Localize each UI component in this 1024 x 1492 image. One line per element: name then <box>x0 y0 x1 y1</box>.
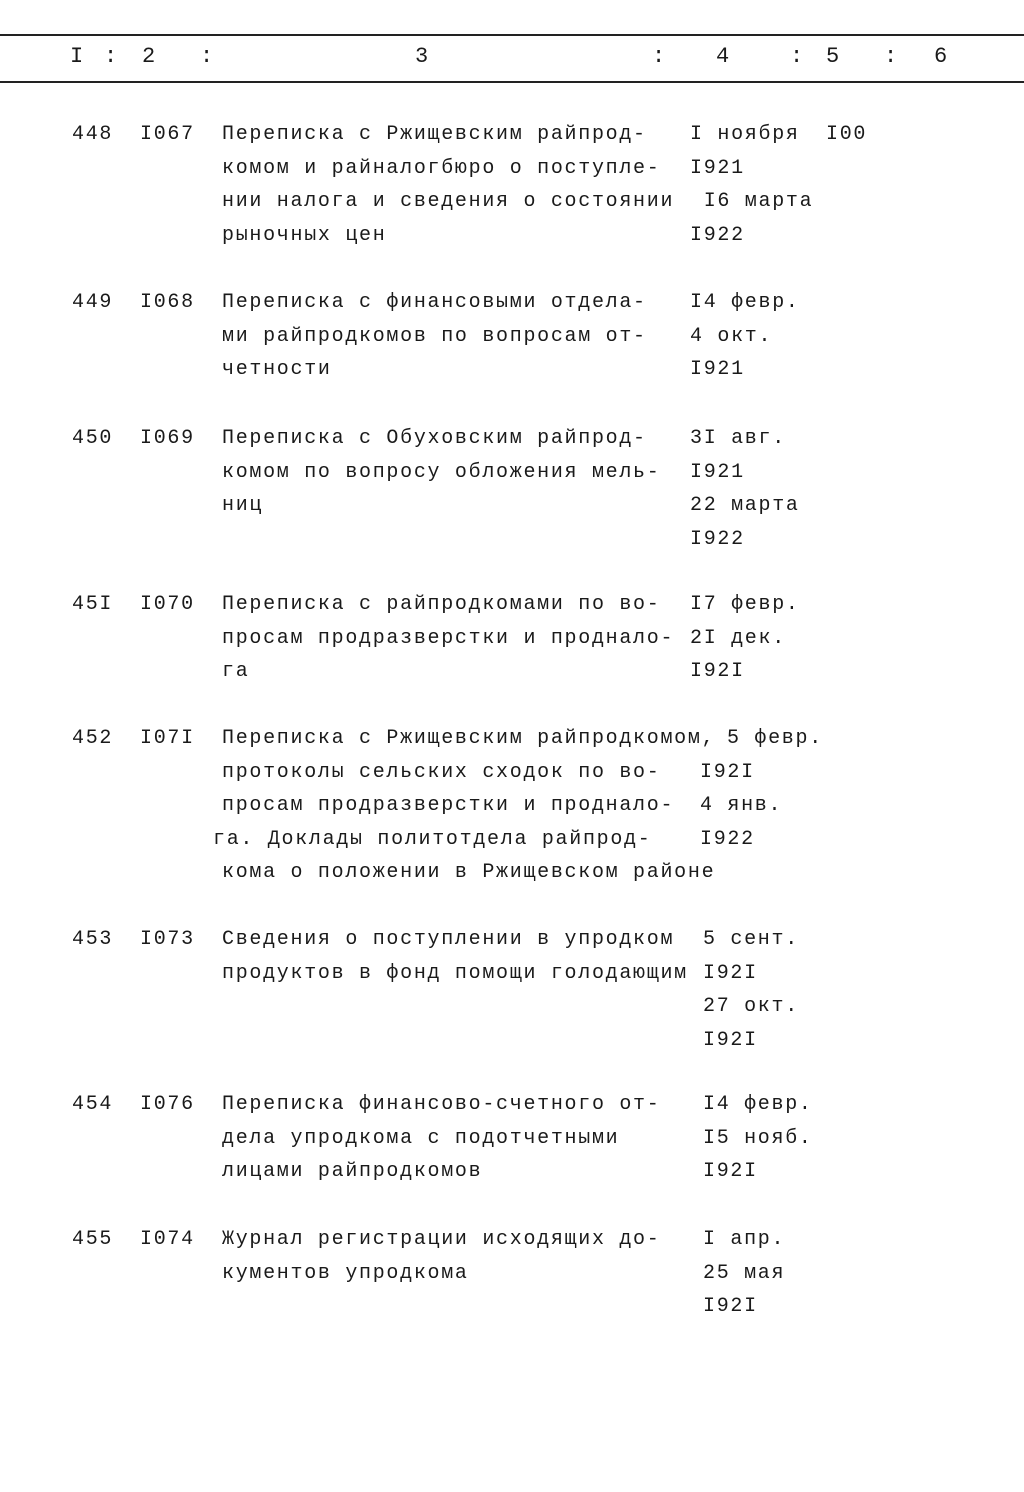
file-number: I074 <box>140 1228 195 1251</box>
date-line: 2I дек. <box>690 626 786 650</box>
header-col5: 5 <box>826 44 840 69</box>
description-line: кома о положении в Ржищевском районе <box>222 861 716 884</box>
header-col4: 4 <box>716 44 730 69</box>
dates <box>690 286 800 387</box>
description <box>222 118 674 252</box>
date-line: I92I <box>690 660 745 683</box>
date-line: I92I <box>703 1160 758 1183</box>
dates <box>690 422 800 556</box>
date-line: I92I <box>700 760 755 784</box>
description-line: Переписка с Ржищевским райпрод- <box>222 123 647 146</box>
dates <box>703 1223 785 1324</box>
description-line: комом по вопросу обложения мель- <box>222 460 661 484</box>
description-line: лицами райпродкомов <box>222 1160 483 1183</box>
description-line: Переписка финансово-счетного от- <box>222 1093 661 1116</box>
description-line: ниц <box>222 494 264 517</box>
item-number: 450 <box>72 427 114 450</box>
dates <box>703 923 799 1057</box>
dates <box>703 1088 813 1189</box>
description <box>222 1223 660 1290</box>
date-line: I апр. <box>703 1228 786 1251</box>
description <box>222 923 688 990</box>
file-number: I069 <box>140 427 195 450</box>
item-number: 448 <box>72 123 114 146</box>
file-number: I068 <box>140 291 195 314</box>
description-line: продуктов в фонд помощи голодающим <box>222 961 688 985</box>
description <box>222 422 660 523</box>
description-line: Переписка с райпродкомами по во- <box>222 593 661 616</box>
sheet-count: I00 <box>826 123 868 146</box>
description-line: дела упродкома с подотчетными <box>222 1126 620 1150</box>
description-line: четности <box>222 358 332 381</box>
file-number: I07I <box>140 727 195 750</box>
header-sep: : <box>790 44 804 69</box>
date-line: I922 <box>690 223 745 247</box>
date-line: I6 марта <box>690 190 814 213</box>
description-line: Переписка с Ржищевским райпродкомом, <box>222 727 716 750</box>
header-col1: I <box>70 44 84 69</box>
description <box>213 722 716 890</box>
date-line: 4 янв. <box>700 794 783 817</box>
date-line: I4 февр. <box>690 291 800 314</box>
header-col3: 3 <box>415 44 429 69</box>
header-sep: : <box>884 44 898 69</box>
item-number: 453 <box>72 928 114 951</box>
date-line: 4 окт. <box>690 324 773 348</box>
item-number: 455 <box>72 1228 114 1251</box>
file-number: I070 <box>140 593 195 616</box>
description-line: кументов упродкома <box>222 1261 469 1285</box>
header-col6: 6 <box>934 44 948 69</box>
description-line: ми райпродкомов по вопросам от- <box>222 324 647 348</box>
file-number: I073 <box>140 928 195 951</box>
header-top-rule <box>0 34 1024 36</box>
file-number: I076 <box>140 1093 195 1116</box>
date-line: I4 февр. <box>703 1093 813 1116</box>
header-sep: : <box>104 44 118 69</box>
date-line: 5 сент. <box>703 928 799 951</box>
date-line: 25 мая <box>703 1261 786 1285</box>
description-line: нии налога и сведения о состоянии <box>222 190 675 213</box>
date-line: 5 февр. <box>727 727 823 750</box>
header-bottom-rule <box>0 81 1024 83</box>
date-line: I92I <box>703 1028 758 1052</box>
date-line: I921 <box>690 358 745 381</box>
dates <box>700 722 823 856</box>
date-line: 3I авг. <box>690 427 786 450</box>
date-line: I922 <box>690 527 745 551</box>
item-number: 449 <box>72 291 114 314</box>
date-line: 27 окт. <box>703 995 799 1018</box>
description-line: га <box>222 660 250 683</box>
description-line: Журнал регистрации исходящих до- <box>222 1228 661 1251</box>
header-col2: 2 <box>142 44 156 69</box>
dates <box>690 588 800 689</box>
description-line: Сведения о поступлении в упродком <box>222 928 675 951</box>
date-line: I921 <box>690 460 745 484</box>
date-line: 22 марта <box>690 494 800 517</box>
date-line: I922 <box>700 827 755 851</box>
date-line: I92I <box>703 1295 758 1318</box>
description-line: Переписка с финансовыми отдела- <box>222 291 647 314</box>
header-sep: : <box>200 44 214 69</box>
date-line: I5 нояб. <box>703 1126 813 1150</box>
description-line: га. Доклады политотдела райпрод- <box>213 827 652 851</box>
dates <box>690 118 813 252</box>
description-line: Переписка с Обуховским райпрод- <box>222 427 647 450</box>
date-line: I921 <box>690 156 745 180</box>
description-line: протоколы сельских сходок по во- <box>222 760 661 784</box>
description <box>222 588 674 689</box>
file-number: I067 <box>140 123 195 146</box>
description-line: рыночных цен <box>222 223 387 247</box>
description-line: просам продразверстки и проднало- <box>222 794 675 817</box>
date-line: I7 февр. <box>690 593 800 616</box>
date-line: I ноября <box>690 123 800 146</box>
date-line: I92I <box>703 961 758 985</box>
header-sep: : <box>652 44 666 69</box>
item-number: 45I <box>72 593 114 616</box>
item-number: 454 <box>72 1093 114 1116</box>
description-line: комом и райналогбюро о поступле- <box>222 156 661 180</box>
item-number: 452 <box>72 727 114 750</box>
description-line: просам продразверстки и проднало- <box>222 626 675 650</box>
description <box>222 1088 660 1189</box>
description <box>222 286 647 387</box>
